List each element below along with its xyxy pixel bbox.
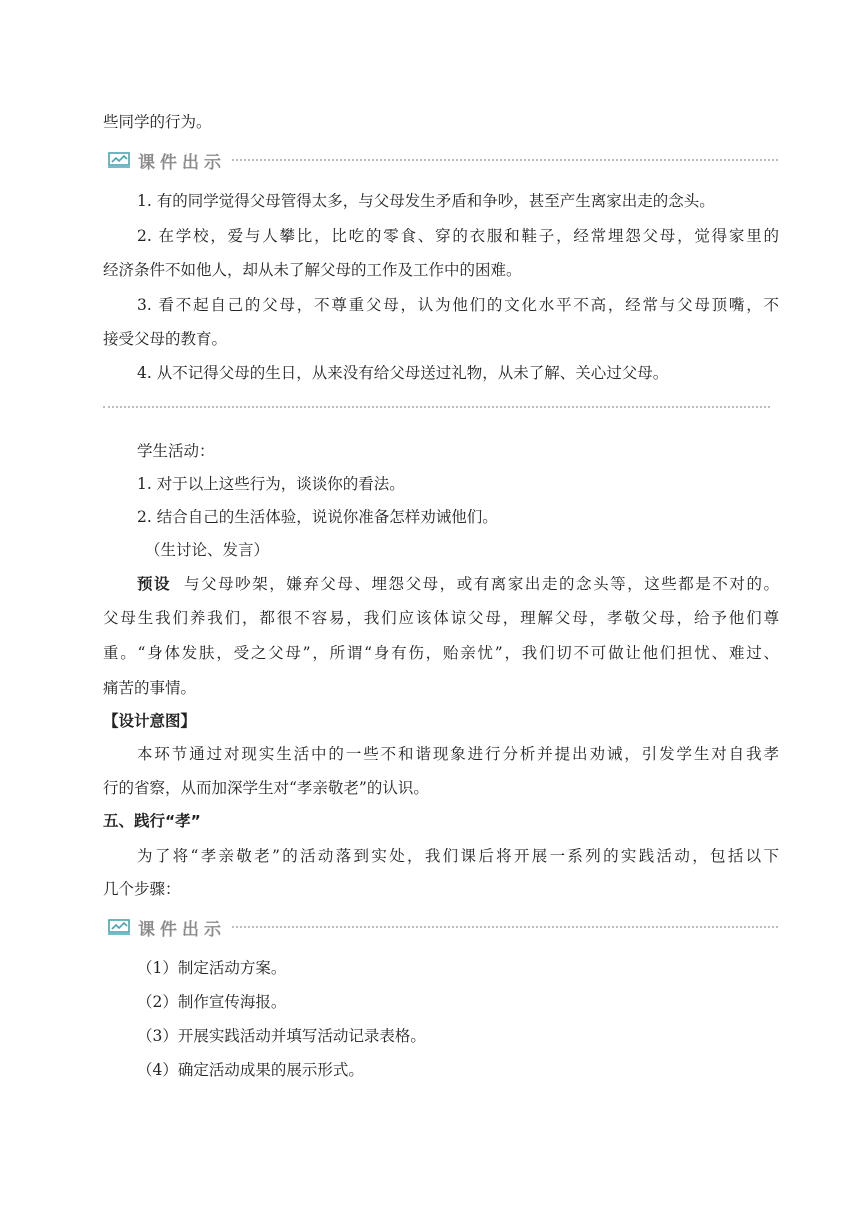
preset-line-1 [137,573,779,595]
presentation-icon [108,151,130,169]
behavior-4: 4. 从不记得父母的生日，从来没有给父母送过礼物，从未了解、关心过父母。 [137,364,669,382]
intro-tail: 些同学的行为。 [103,113,212,131]
preset-line-2: 父母生我们养我们，都很不容易，我们应该体谅父母，理解父母，孝敬父母，给予他们尊 [103,609,779,627]
section-5-heading: 五、践行“孝” [103,812,201,830]
courseware-header-2 [108,916,778,938]
preset-line-3: 重。“身体发肤，受之父母”，所谓“身有伤，贻亲忧”，我们切不可做让他们担忧、难过、 [103,644,779,662]
student-activity-heading: 学生活动： [137,442,215,460]
section-divider [103,406,770,408]
preset-label: 预设 [137,575,172,593]
design-intent-line-2: 行的省察，从而加深学生对“孝亲敬老”的认识。 [103,779,429,797]
activity-note: （生讨论、发言） [145,541,270,559]
presentation-icon [108,918,130,936]
behavior-3-line-2: 接受父母的教育。 [103,330,228,348]
activity-question-2: 2. 结合自己的生活体验，说说你准备怎样劝诫他们。 [137,508,498,526]
header-divider [232,159,778,161]
design-intent-line-1: 本环节通过对现实生活中的一些不和谐现象进行分析并提出劝诫，引发学生对自我孝 [137,745,779,763]
behavior-2-line-2: 经济条件不如他人，却从未了解父母的工作及工作中的困难。 [103,261,522,279]
behavior-1: 1. 有的同学觉得父母管得太多，与父母发生矛盾和争吵，甚至产生离家出走的念头。 [137,192,715,210]
header-divider [232,926,778,928]
section-5-line-1: 为了将“孝亲敬老”的活动落到实处，我们课后将开展一系列的实践活动，包括以下 [137,847,779,865]
courseware-header-1 [108,149,778,171]
preset-text-1: 与父母吵架，嫌弃父母、埋怨父母，或有离家出走的念头等，这些都是不对的。 [184,575,779,593]
activity-question-1: 1. 对于以上这些行为，谈谈你的看法。 [137,475,405,493]
behavior-3-line-1: 3. 看不起自己的父母，不尊重父母，认为他们的文化水平不高，经常与父母顶嘴，不 [137,296,779,314]
step-1: （1）制定活动方案。 [137,959,287,977]
step-4: （4）确定活动成果的展示形式。 [137,1061,364,1079]
step-2: （2）制作宣传海报。 [137,993,287,1011]
design-intent-heading: 【设计意图】 [103,712,197,730]
behavior-2-line-1: 2. 在学校，爱与人攀比，比吃的零食、穿的衣服和鞋子，经常埋怨父母，觉得家里的 [137,227,779,245]
section-5-line-2: 几个步骤： [103,880,181,898]
courseware-label: 课件出示 [138,152,226,173]
courseware-label: 课件出示 [138,919,226,940]
preset-line-4: 痛苦的事情。 [103,679,197,697]
step-3: （3）开展实践活动并填写活动记录表格。 [137,1027,426,1045]
